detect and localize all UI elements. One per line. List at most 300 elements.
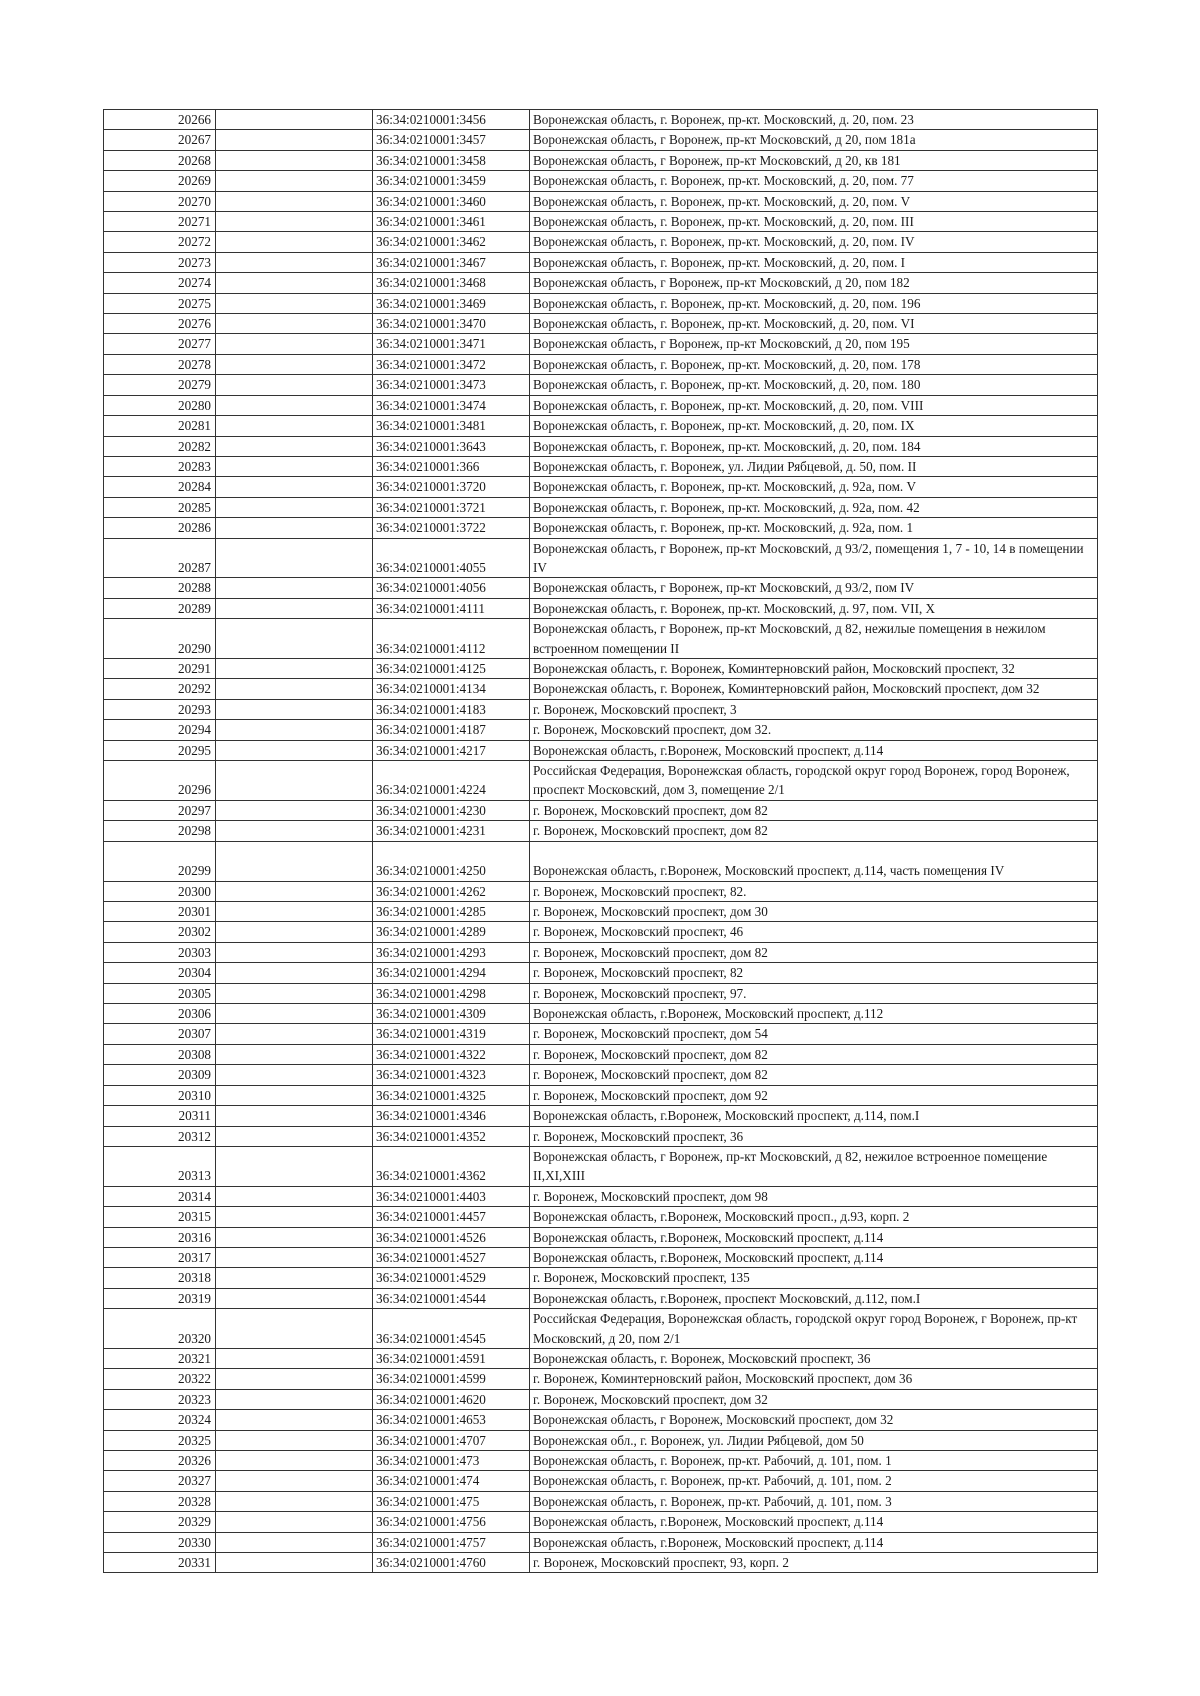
empty-cell — [216, 881, 373, 901]
row-number-cell: 20291 — [104, 658, 216, 678]
table-row — [104, 273, 1098, 293]
cadastral-number-cell: 36:34:0210001:366 — [373, 456, 530, 476]
empty-cell — [216, 334, 373, 354]
address-cell: Российская Федерация, Воронежская область, городской округ город Воронеж, город Воронеж, проспект Московский, дом 3, помещение 2/1 — [530, 761, 1098, 801]
row-number-cell: 20289 — [104, 598, 216, 618]
table-row — [104, 821, 1098, 841]
address-cell: Воронежская область, г. Воронеж, пр-кт. Московский, д. 92а, пом. 42 — [530, 497, 1098, 517]
address-cell: Воронежская область, г. Воронеж, пр-кт. Московский, д. 20, пом. 184 — [530, 436, 1098, 456]
row-number-cell: 20321 — [104, 1348, 216, 1368]
address-cell: Воронежская область, г Воронеж, пр-кт Московский, д 93/2, пом IV — [530, 578, 1098, 598]
address-cell: Воронежская область, г. Воронеж, пр-кт. Московский, д. 20, пом. 178 — [530, 354, 1098, 374]
empty-cell — [216, 761, 373, 801]
table-row — [104, 1553, 1098, 1573]
cadastral-number-cell: 36:34:0210001:474 — [373, 1471, 530, 1491]
cadastral-number-cell: 36:34:0210001:3458 — [373, 150, 530, 170]
table-row — [104, 658, 1098, 678]
empty-cell — [216, 902, 373, 922]
row-number-cell: 20305 — [104, 983, 216, 1003]
address-cell: Воронежская область, г Воронеж, пр-кт Московский, д 20, кв 181 — [530, 150, 1098, 170]
address-cell: Воронежская область, г. Воронеж, пр-кт. Московский, д. 20, пом. VI — [530, 314, 1098, 334]
table-row — [104, 598, 1098, 618]
empty-cell — [216, 436, 373, 456]
cadastral-number-cell: 36:34:0210001:4362 — [373, 1146, 530, 1186]
table-row — [104, 538, 1098, 578]
empty-cell — [216, 679, 373, 699]
address-cell: Воронежская область, г. Воронеж, пр-кт. Московский, д. 20, пом. 180 — [530, 375, 1098, 395]
row-number-cell: 20269 — [104, 171, 216, 191]
empty-cell — [216, 720, 373, 740]
table-row — [104, 1126, 1098, 1146]
address-cell: г. Воронеж, Московский проспект, дом 32. — [530, 720, 1098, 740]
address-cell: Воронежская область, г Воронеж, пр-кт Московский, д 20, пом 182 — [530, 273, 1098, 293]
address-cell: Воронежская область, г.Воронеж, Московский проспект, д.114, часть помещения IV — [530, 841, 1098, 881]
row-number-cell: 20325 — [104, 1430, 216, 1450]
address-cell: Воронежская область, г. Воронеж, пр-кт. Московский, д. 20, пом. IX — [530, 416, 1098, 436]
row-number-cell: 20267 — [104, 130, 216, 150]
table-row — [104, 1369, 1098, 1389]
table-row — [104, 1348, 1098, 1368]
address-cell: Воронежская область, г. Воронеж, пр-кт. Московский, д. 20, пом. I — [530, 252, 1098, 272]
empty-cell — [216, 1348, 373, 1368]
row-number-cell: 20277 — [104, 334, 216, 354]
address-cell: г. Воронеж, Московский проспект, 82 — [530, 963, 1098, 983]
empty-cell — [216, 1247, 373, 1267]
empty-cell — [216, 1085, 373, 1105]
table-row — [104, 314, 1098, 334]
row-number-cell: 20273 — [104, 252, 216, 272]
cadastral-number-cell: 36:34:0210001:4352 — [373, 1126, 530, 1146]
table-row — [104, 679, 1098, 699]
cadastral-number-cell: 36:34:0210001:4112 — [373, 619, 530, 659]
row-number-cell: 20272 — [104, 232, 216, 252]
row-number-cell: 20326 — [104, 1451, 216, 1471]
row-number-cell: 20300 — [104, 881, 216, 901]
cadastral-number-cell: 36:34:0210001:4707 — [373, 1430, 530, 1450]
row-number-cell: 20276 — [104, 314, 216, 334]
row-number-cell: 20275 — [104, 293, 216, 313]
table-row — [104, 395, 1098, 415]
row-number-cell: 20281 — [104, 416, 216, 436]
address-cell: г. Воронеж, Московский проспект, дом 92 — [530, 1085, 1098, 1105]
row-number-cell: 20282 — [104, 436, 216, 456]
address-cell: г. Воронеж, Московский проспект, дом 82 — [530, 942, 1098, 962]
address-cell: г. Воронеж, Московский проспект, 46 — [530, 922, 1098, 942]
table-row — [104, 942, 1098, 962]
table-row — [104, 1451, 1098, 1471]
address-cell: г. Воронеж, Московский проспект, дом 98 — [530, 1186, 1098, 1206]
address-cell: Воронежская область, г. Воронеж, пр-кт. Московский, д. 20, пом. 196 — [530, 293, 1098, 313]
address-cell: Воронежская область, г.Воронеж, Московский проспект, д.114 — [530, 1512, 1098, 1532]
address-cell: г. Воронеж, Московский проспект, 36 — [530, 1126, 1098, 1146]
empty-cell — [216, 150, 373, 170]
empty-cell — [216, 293, 373, 313]
table-row — [104, 456, 1098, 476]
row-number-cell: 20280 — [104, 395, 216, 415]
cadastral-number-cell: 36:34:0210001:4250 — [373, 841, 530, 881]
cadastral-number-cell: 36:34:0210001:3461 — [373, 212, 530, 232]
table-row — [104, 800, 1098, 820]
cadastral-number-cell: 36:34:0210001:4346 — [373, 1106, 530, 1126]
row-number-cell: 20296 — [104, 761, 216, 801]
table-row — [104, 1044, 1098, 1064]
cadastral-number-cell: 36:34:0210001:4544 — [373, 1288, 530, 1308]
table-row — [104, 720, 1098, 740]
cadastral-number-cell: 36:34:0210001:4457 — [373, 1207, 530, 1227]
row-number-cell: 20328 — [104, 1491, 216, 1511]
row-number-cell: 20304 — [104, 963, 216, 983]
row-number-cell: 20323 — [104, 1389, 216, 1409]
table-row — [104, 881, 1098, 901]
address-cell: г. Воронеж, Московский проспект, дом 32 — [530, 1389, 1098, 1409]
cadastral-number-cell: 36:34:0210001:3471 — [373, 334, 530, 354]
address-cell: г. Воронеж, Московский проспект, 93, корп. 2 — [530, 1553, 1098, 1573]
row-number-cell: 20312 — [104, 1126, 216, 1146]
row-number-cell: 20306 — [104, 1004, 216, 1024]
address-cell: Воронежская область, г. Воронеж, Коминтерновский район, Московский проспект, 32 — [530, 658, 1098, 678]
cadastral-number-cell: 36:34:0210001:4529 — [373, 1268, 530, 1288]
address-cell: Воронежская область, г.Воронеж, Московский проспект, д.114 — [530, 1247, 1098, 1267]
row-number-cell: 20308 — [104, 1044, 216, 1064]
empty-cell — [216, 416, 373, 436]
address-cell: Российская Федерация, Воронежская область, городской округ город Воронеж, г Воронеж, пр-кт Московский, д 20, пом 2/1 — [530, 1309, 1098, 1349]
cadastral-number-cell: 36:34:0210001:3468 — [373, 273, 530, 293]
table-row — [104, 1430, 1098, 1450]
address-cell: Воронежская область, г.Воронеж, Московский проспект, д.114 — [530, 1227, 1098, 1247]
table-row — [104, 334, 1098, 354]
row-number-cell: 20324 — [104, 1410, 216, 1430]
table-row — [104, 902, 1098, 922]
cadastral-number-cell: 36:34:0210001:3457 — [373, 130, 530, 150]
empty-cell — [216, 740, 373, 760]
row-number-cell: 20285 — [104, 497, 216, 517]
row-number-cell: 20303 — [104, 942, 216, 962]
cadastral-number-cell: 36:34:0210001:4322 — [373, 1044, 530, 1064]
row-number-cell: 20301 — [104, 902, 216, 922]
empty-cell — [216, 252, 373, 272]
empty-cell — [216, 963, 373, 983]
table-row — [104, 150, 1098, 170]
empty-cell — [216, 1207, 373, 1227]
cadastral-number-cell: 36:34:0210001:4231 — [373, 821, 530, 841]
cadastral-number-cell: 36:34:0210001:4653 — [373, 1410, 530, 1430]
cadastral-number-cell: 36:34:0210001:4187 — [373, 720, 530, 740]
table-row — [104, 1186, 1098, 1206]
empty-cell — [216, 497, 373, 517]
row-number-cell: 20330 — [104, 1532, 216, 1552]
address-cell: Воронежская область, г.Воронеж, Московский проспект, д.114 — [530, 1532, 1098, 1552]
table-row — [104, 1065, 1098, 1085]
empty-cell — [216, 375, 373, 395]
address-cell: Воронежская область, г Воронеж, Московский проспект, дом 32 — [530, 1410, 1098, 1430]
table-row — [104, 1288, 1098, 1308]
cadastral-number-cell: 36:34:0210001:3456 — [373, 110, 530, 130]
empty-cell — [216, 1410, 373, 1430]
address-cell: г. Воронеж, Московский проспект, дом 82 — [530, 821, 1098, 841]
cadastral-number-cell: 36:34:0210001:4289 — [373, 922, 530, 942]
empty-cell — [216, 1044, 373, 1064]
empty-cell — [216, 1227, 373, 1247]
address-cell: Воронежская область, г. Воронеж, пр-кт. Московский, д. 92а, пом. V — [530, 477, 1098, 497]
empty-cell — [216, 1389, 373, 1409]
cadastral-number-cell: 36:34:0210001:4125 — [373, 658, 530, 678]
cadastral-number-cell: 36:34:0210001:3467 — [373, 252, 530, 272]
address-cell: Воронежская область, г Воронеж, пр-кт Московский, д 20, пом 195 — [530, 334, 1098, 354]
empty-cell — [216, 518, 373, 538]
empty-cell — [216, 1024, 373, 1044]
empty-cell — [216, 821, 373, 841]
table-row — [104, 436, 1098, 456]
row-number-cell: 20284 — [104, 477, 216, 497]
address-cell: г. Воронеж, Коминтерновский район, Московский проспект, дом 36 — [530, 1369, 1098, 1389]
row-number-cell: 20271 — [104, 212, 216, 232]
cadastral-number-cell: 36:34:0210001:3474 — [373, 395, 530, 415]
registry-table — [103, 109, 1098, 1573]
table-row — [104, 293, 1098, 313]
cadastral-number-cell: 36:34:0210001:3459 — [373, 171, 530, 191]
address-cell: Воронежская область, г.Воронеж, Московский проспект, д.114 — [530, 740, 1098, 760]
cadastral-number-cell: 36:34:0210001:4403 — [373, 1186, 530, 1206]
empty-cell — [216, 699, 373, 719]
row-number-cell: 20307 — [104, 1024, 216, 1044]
table-row — [104, 1410, 1098, 1430]
cadastral-number-cell: 36:34:0210001:3460 — [373, 191, 530, 211]
table-row — [104, 354, 1098, 374]
table-row — [104, 1491, 1098, 1511]
cadastral-number-cell: 36:34:0210001:4134 — [373, 679, 530, 699]
cadastral-number-cell: 36:34:0210001:4323 — [373, 1065, 530, 1085]
empty-cell — [216, 983, 373, 1003]
table-row — [104, 841, 1098, 881]
row-number-cell: 20292 — [104, 679, 216, 699]
row-number-cell: 20297 — [104, 800, 216, 820]
row-number-cell: 20288 — [104, 578, 216, 598]
address-cell: Воронежская область, г. Воронеж, ул. Лидии Рябцевой, д. 50, пом. II — [530, 456, 1098, 476]
row-number-cell: 20302 — [104, 922, 216, 942]
row-number-cell: 20279 — [104, 375, 216, 395]
address-cell: Воронежская область, г.Воронеж, Московский проспект, д.112 — [530, 1004, 1098, 1024]
cadastral-number-cell: 36:34:0210001:473 — [373, 1451, 530, 1471]
cadastral-number-cell: 36:34:0210001:4230 — [373, 800, 530, 820]
empty-cell — [216, 942, 373, 962]
table-row — [104, 740, 1098, 760]
address-cell: Воронежская область, г. Воронеж, пр-кт. Московский, д. 20, пом. VIII — [530, 395, 1098, 415]
table-row — [104, 1309, 1098, 1349]
empty-cell — [216, 395, 373, 415]
table-row — [104, 252, 1098, 272]
row-number-cell: 20329 — [104, 1512, 216, 1532]
table-row — [104, 1532, 1098, 1552]
empty-cell — [216, 1146, 373, 1186]
empty-cell — [216, 1512, 373, 1532]
row-number-cell: 20320 — [104, 1309, 216, 1349]
table-row — [104, 1106, 1098, 1126]
cadastral-number-cell: 36:34:0210001:4262 — [373, 881, 530, 901]
table-row — [104, 619, 1098, 659]
empty-cell — [216, 658, 373, 678]
empty-cell — [216, 110, 373, 130]
address-cell: Воронежская область, г Воронеж, пр-кт Московский, д 82, нежилое встроенное помещение II,XI,XIII — [530, 1146, 1098, 1186]
cadastral-number-cell: 36:34:0210001:3722 — [373, 518, 530, 538]
cadastral-number-cell: 36:34:0210001:4599 — [373, 1369, 530, 1389]
row-number-cell: 20318 — [104, 1268, 216, 1288]
table-row — [104, 1512, 1098, 1532]
address-cell: Воронежская область, г.Воронеж, проспект Московский, д.112, пом.I — [530, 1288, 1098, 1308]
empty-cell — [216, 598, 373, 618]
cadastral-number-cell: 36:34:0210001:4756 — [373, 1512, 530, 1532]
cadastral-number-cell: 36:34:0210001:4760 — [373, 1553, 530, 1573]
cadastral-number-cell: 36:34:0210001:3472 — [373, 354, 530, 374]
table-row — [104, 1227, 1098, 1247]
address-cell: г. Воронеж, Московский проспект, дом 30 — [530, 902, 1098, 922]
row-number-cell: 20319 — [104, 1288, 216, 1308]
cadastral-number-cell: 36:34:0210001:4056 — [373, 578, 530, 598]
table-row — [104, 1389, 1098, 1409]
table-row — [104, 130, 1098, 150]
row-number-cell: 20310 — [104, 1085, 216, 1105]
row-number-cell: 20298 — [104, 821, 216, 841]
table-row — [104, 518, 1098, 538]
empty-cell — [216, 538, 373, 578]
cadastral-number-cell: 36:34:0210001:4757 — [373, 1532, 530, 1552]
empty-cell — [216, 841, 373, 881]
cadastral-number-cell: 36:34:0210001:3643 — [373, 436, 530, 456]
row-number-cell: 20315 — [104, 1207, 216, 1227]
table-row — [104, 375, 1098, 395]
table-row — [104, 963, 1098, 983]
row-number-cell: 20290 — [104, 619, 216, 659]
row-number-cell: 20270 — [104, 191, 216, 211]
table-row — [104, 110, 1098, 130]
empty-cell — [216, 1471, 373, 1491]
empty-cell — [216, 1126, 373, 1146]
empty-cell — [216, 354, 373, 374]
table-row — [104, 191, 1098, 211]
row-number-cell: 20286 — [104, 518, 216, 538]
address-cell: Воронежская область, г Воронеж, пр-кт Московский, д 93/2, помещения 1, 7 - 10, 14 в помещении IV — [530, 538, 1098, 578]
empty-cell — [216, 619, 373, 659]
cadastral-number-cell: 36:34:0210001:3462 — [373, 232, 530, 252]
cadastral-number-cell: 36:34:0210001:4224 — [373, 761, 530, 801]
address-cell: г. Воронеж, Московский проспект, 97. — [530, 983, 1098, 1003]
empty-cell — [216, 232, 373, 252]
empty-cell — [216, 456, 373, 476]
row-number-cell: 20294 — [104, 720, 216, 740]
table-row — [104, 497, 1098, 517]
empty-cell — [216, 171, 373, 191]
address-cell: Воронежская область, г Воронеж, пр-кт Московский, д 20, пом 181а — [530, 130, 1098, 150]
cadastral-number-cell: 36:34:0210001:4298 — [373, 983, 530, 1003]
table-row — [104, 416, 1098, 436]
empty-cell — [216, 1532, 373, 1552]
table-row — [104, 1471, 1098, 1491]
table-row — [104, 1146, 1098, 1186]
cadastral-number-cell: 36:34:0210001:3470 — [373, 314, 530, 334]
registry-table-body — [104, 110, 1098, 1573]
row-number-cell: 20299 — [104, 841, 216, 881]
row-number-cell: 20311 — [104, 1106, 216, 1126]
empty-cell — [216, 1369, 373, 1389]
address-cell: Воронежская область, г. Воронеж, Московский проспект, 36 — [530, 1348, 1098, 1368]
empty-cell — [216, 212, 373, 232]
empty-cell — [216, 1451, 373, 1471]
empty-cell — [216, 273, 373, 293]
cadastral-number-cell: 36:34:0210001:3469 — [373, 293, 530, 313]
cadastral-number-cell: 36:34:0210001:4294 — [373, 963, 530, 983]
cadastral-number-cell: 36:34:0210001:4319 — [373, 1024, 530, 1044]
row-number-cell: 20327 — [104, 1471, 216, 1491]
cadastral-number-cell: 36:34:0210001:4545 — [373, 1309, 530, 1349]
empty-cell — [216, 1004, 373, 1024]
address-cell: г. Воронеж, Московский проспект, дом 54 — [530, 1024, 1098, 1044]
address-cell: г. Воронеж, Московский проспект, 3 — [530, 699, 1098, 719]
address-cell: Воронежская область, г. Воронеж, пр-кт. Рабочий, д. 101, пом. 3 — [530, 1491, 1098, 1511]
address-cell: Воронежская область, г Воронеж, пр-кт Московский, д 82, нежилые помещения в нежилом встроенном помещении II — [530, 619, 1098, 659]
address-cell: Воронежская область, г.Воронеж, Московский просп., д.93, корп. 2 — [530, 1207, 1098, 1227]
address-cell: г. Воронеж, Московский проспект, 82. — [530, 881, 1098, 901]
cadastral-number-cell: 36:34:0210001:4293 — [373, 942, 530, 962]
empty-cell — [216, 1309, 373, 1349]
empty-cell — [216, 1065, 373, 1085]
address-cell: Воронежская область, г. Воронеж, пр-кт. Московский, д. 20, пом. 23 — [530, 110, 1098, 130]
cadastral-number-cell: 36:34:0210001:4217 — [373, 740, 530, 760]
empty-cell — [216, 800, 373, 820]
address-cell: г. Воронеж, Московский проспект, дом 82 — [530, 800, 1098, 820]
row-number-cell: 20317 — [104, 1247, 216, 1267]
cadastral-number-cell: 36:34:0210001:4111 — [373, 598, 530, 618]
empty-cell — [216, 1288, 373, 1308]
empty-cell — [216, 1553, 373, 1573]
row-number-cell: 20331 — [104, 1553, 216, 1573]
empty-cell — [216, 1186, 373, 1206]
cadastral-number-cell: 36:34:0210001:4591 — [373, 1348, 530, 1368]
cadastral-number-cell: 36:34:0210001:4325 — [373, 1085, 530, 1105]
table-row — [104, 578, 1098, 598]
cadastral-number-cell: 36:34:0210001:4620 — [373, 1389, 530, 1409]
row-number-cell: 20309 — [104, 1065, 216, 1085]
table-row — [104, 699, 1098, 719]
row-number-cell: 20322 — [104, 1369, 216, 1389]
row-number-cell: 20268 — [104, 150, 216, 170]
address-cell: Воронежская область, г. Воронеж, пр-кт. Рабочий, д. 101, пом. 2 — [530, 1471, 1098, 1491]
empty-cell — [216, 1106, 373, 1126]
empty-cell — [216, 191, 373, 211]
empty-cell — [216, 477, 373, 497]
cadastral-number-cell: 36:34:0210001:4309 — [373, 1004, 530, 1024]
table-row — [104, 477, 1098, 497]
row-number-cell: 20283 — [104, 456, 216, 476]
cadastral-number-cell: 36:34:0210001:4055 — [373, 538, 530, 578]
empty-cell — [216, 1268, 373, 1288]
address-cell: Воронежская область, г. Воронеж, пр-кт. Московский, д. 97, пом. VII, X — [530, 598, 1098, 618]
empty-cell — [216, 922, 373, 942]
address-cell: Воронежская область, г.Воронеж, Московский проспект, д.114, пом.I — [530, 1106, 1098, 1126]
address-cell: Воронежская обл., г. Воронеж, ул. Лидии Рябцевой, дом 50 — [530, 1430, 1098, 1450]
cadastral-number-cell: 36:34:0210001:4527 — [373, 1247, 530, 1267]
table-row — [104, 1085, 1098, 1105]
table-row — [104, 171, 1098, 191]
row-number-cell: 20293 — [104, 699, 216, 719]
row-number-cell: 20278 — [104, 354, 216, 374]
row-number-cell: 20287 — [104, 538, 216, 578]
cadastral-number-cell: 36:34:0210001:4285 — [373, 902, 530, 922]
address-cell: Воронежская область, г. Воронеж, пр-кт. Рабочий, д. 101, пом. 1 — [530, 1451, 1098, 1471]
empty-cell — [216, 314, 373, 334]
table-row — [104, 761, 1098, 801]
address-cell: Воронежская область, г. Воронеж, пр-кт. Московский, д. 20, пом. 77 — [530, 171, 1098, 191]
row-number-cell: 20314 — [104, 1186, 216, 1206]
table-row — [104, 983, 1098, 1003]
